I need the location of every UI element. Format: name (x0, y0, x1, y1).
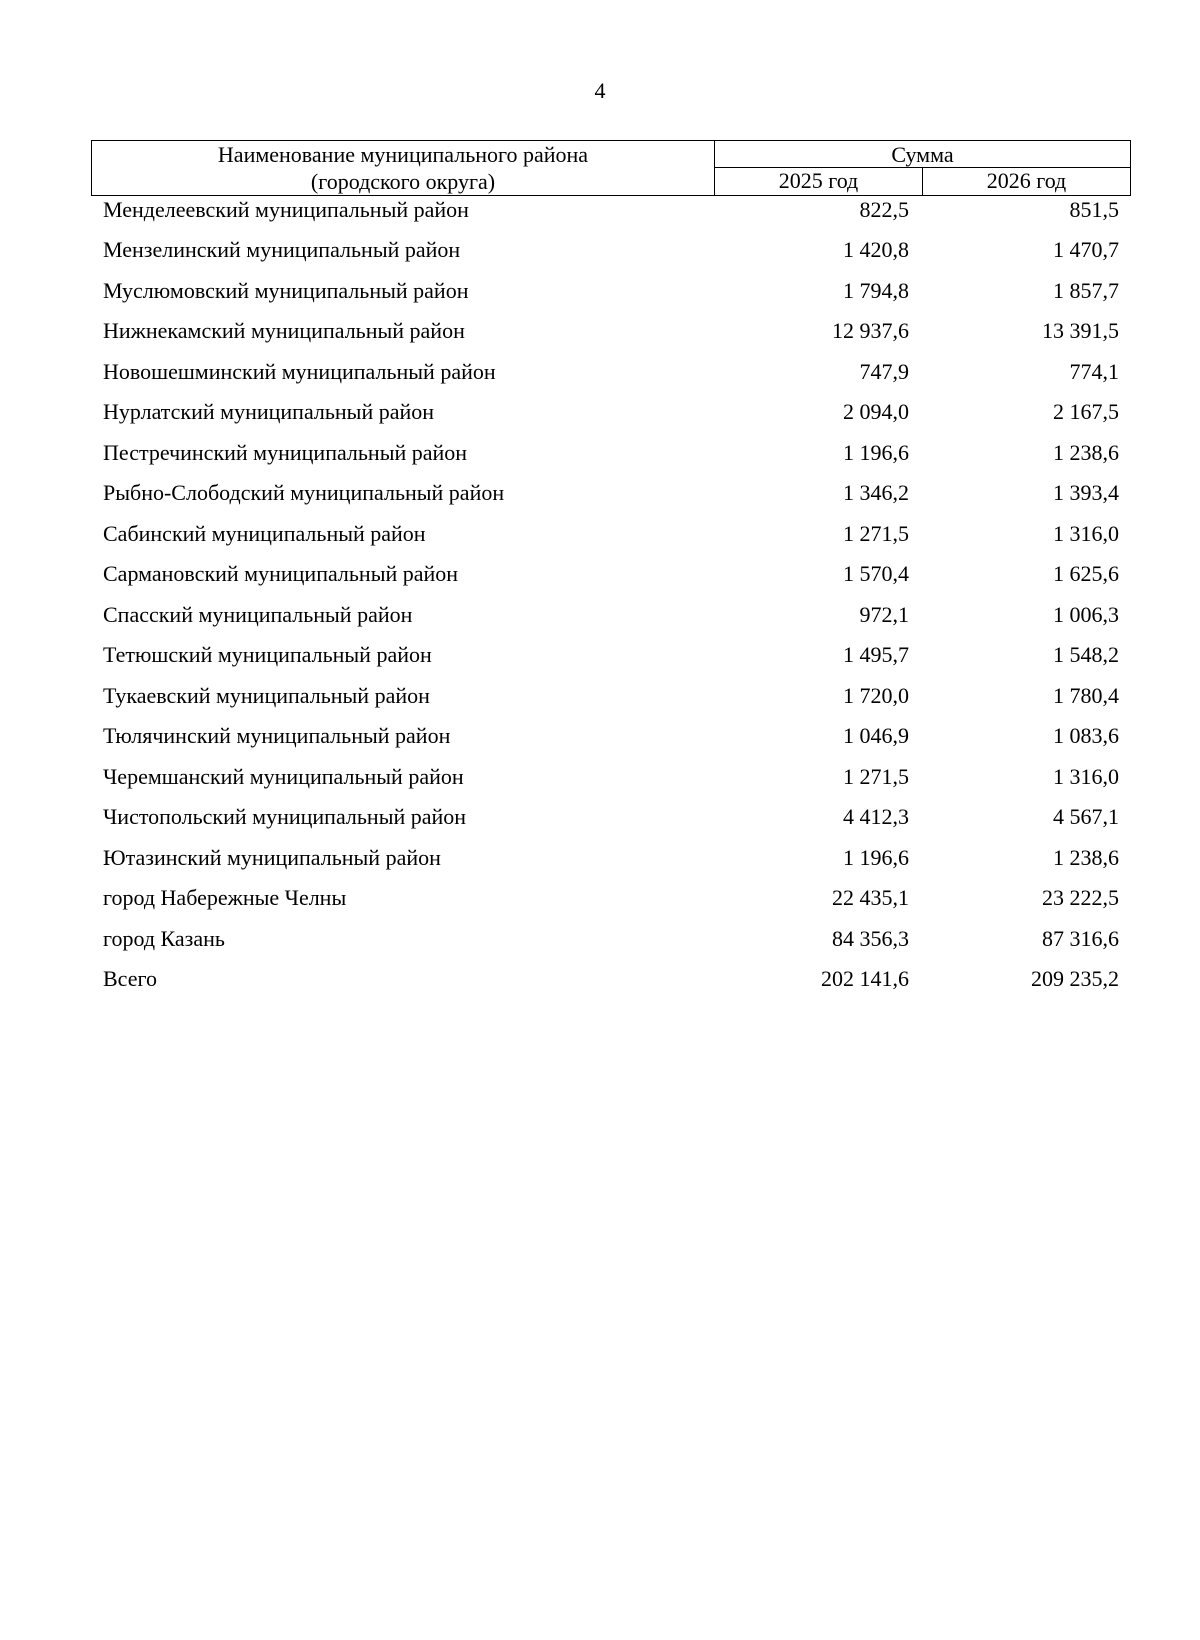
row-value-2026: 1 548,2 (1053, 642, 1119, 667)
row-value-2025: 1 196,6 (843, 844, 909, 870)
row-name: Нижнекамский муниципальный район (103, 318, 465, 343)
row-value-2025: 2 094,0 (843, 399, 909, 424)
row-value-2025: 972,1 (859, 601, 909, 627)
table-row (91, 803, 1131, 844)
header-year-2026: 2026 год (922, 168, 1130, 195)
table-row (91, 722, 1131, 763)
row-value-2025: 1 794,8 (843, 277, 909, 303)
row-name: Всего (103, 966, 157, 991)
row-value-2026: 1 470,7 (1053, 237, 1119, 262)
row-name: Чистопольский муниципальный район (103, 804, 467, 829)
row-value-2026: 1 006,3 (1053, 601, 1119, 627)
row-name: Спасский муниципальный район (103, 601, 413, 627)
row-name: Пестречинский муниципальный район (103, 439, 468, 465)
row-value-2025: 202 141,6 (821, 966, 909, 991)
row-value-2025: 747,9 (859, 358, 909, 384)
row-value-2026: 1 393,4 (1053, 480, 1119, 505)
header-years (715, 168, 1130, 195)
row-name: Сабинский муниципальный район (103, 520, 426, 546)
table-row (91, 763, 1131, 804)
row-value-2025: 12 937,6 (832, 318, 909, 343)
row-name: Сармановский муниципальный район (103, 561, 459, 586)
row-name: Тукаевский муниципальный район (103, 682, 430, 708)
table-row (91, 439, 1131, 480)
row-value-2025: 1 271,5 (843, 520, 909, 546)
row-name: Новошешминский муниципальный район (103, 358, 496, 384)
table-row (91, 196, 1131, 236)
subsidy-table (91, 140, 1131, 1006)
row-name: город Казань (103, 925, 225, 951)
row-name: Муслюмовский муниципальный район (103, 277, 469, 303)
table-row (91, 560, 1131, 601)
row-value-2026: 87 316,6 (1042, 925, 1119, 951)
row-value-2025: 822,5 (859, 197, 909, 222)
header-name-line2: (городского округа) (310, 169, 496, 194)
table-row (91, 277, 1131, 318)
row-name: Менделеевский муниципальный район (103, 197, 469, 222)
row-value-2026: 1 857,7 (1053, 277, 1119, 303)
header-sum-group (715, 141, 1130, 195)
row-name: Ютазинский муниципальный район (103, 844, 441, 870)
table-header (91, 140, 1131, 196)
row-name: Нурлатский муниципальный район (103, 399, 435, 424)
row-value-2026: 1 316,0 (1053, 763, 1119, 789)
row-value-2026: 774,1 (1069, 358, 1119, 384)
table-row (91, 844, 1131, 885)
row-value-2026: 1 625,6 (1053, 561, 1119, 586)
page-number: 4 (594, 78, 606, 103)
row-value-2025: 4 412,3 (843, 804, 909, 829)
row-name: Тетюшский муниципальный район (103, 642, 432, 667)
row-name: Тюлячинский муниципальный район (103, 723, 451, 748)
table-row (91, 884, 1131, 925)
row-value-2025: 1 720,0 (843, 682, 909, 708)
row-name: Мензелинский муниципальный район (103, 237, 461, 262)
table-body (91, 196, 1131, 1006)
table-row (91, 479, 1131, 520)
header-name-column (92, 141, 715, 195)
row-name: город Набережные Челны (103, 885, 347, 910)
table-row (91, 682, 1131, 723)
row-value-2025: 22 435,1 (832, 885, 909, 910)
table-row (91, 236, 1131, 277)
row-name: Черемшанский муниципальный район (103, 763, 464, 789)
table-row (91, 520, 1131, 561)
row-name: Рыбно-Слободский муниципальный район (103, 480, 505, 505)
header-year-2025: 2025 год (778, 168, 859, 193)
row-value-2026: 23 222,5 (1042, 885, 1119, 910)
row-value-2025: 1 420,8 (843, 237, 909, 262)
table-row (91, 925, 1131, 966)
row-value-2025: 1 046,9 (843, 723, 909, 748)
table-row (91, 601, 1131, 642)
row-value-2026: 2 167,5 (1053, 399, 1119, 424)
row-value-2026: 1 083,6 (1053, 723, 1119, 748)
table-row (91, 965, 1131, 1006)
header-sum-title: Сумма (715, 141, 1130, 168)
row-value-2026: 4 567,1 (1053, 804, 1119, 829)
row-value-2026: 1 780,4 (1053, 682, 1119, 708)
row-value-2026: 209 235,2 (1031, 966, 1119, 991)
row-value-2025: 1 346,2 (843, 480, 909, 505)
row-value-2026: 13 391,5 (1042, 318, 1119, 343)
row-value-2025: 1 570,4 (843, 561, 909, 586)
table-row (91, 317, 1131, 358)
table-row (91, 641, 1131, 682)
row-value-2026: 1 238,6 (1053, 844, 1119, 870)
table-row (91, 398, 1131, 439)
header-name-line1: Наименование муниципального района (217, 142, 589, 167)
row-value-2025: 84 356,3 (832, 925, 909, 951)
row-value-2025: 1 495,7 (843, 642, 909, 667)
row-value-2026: 1 316,0 (1053, 520, 1119, 546)
row-value-2026: 1 238,6 (1053, 439, 1119, 465)
table-row (91, 358, 1131, 399)
row-value-2025: 1 271,5 (843, 763, 909, 789)
row-value-2025: 1 196,6 (843, 439, 909, 465)
row-value-2026: 851,5 (1069, 197, 1119, 222)
